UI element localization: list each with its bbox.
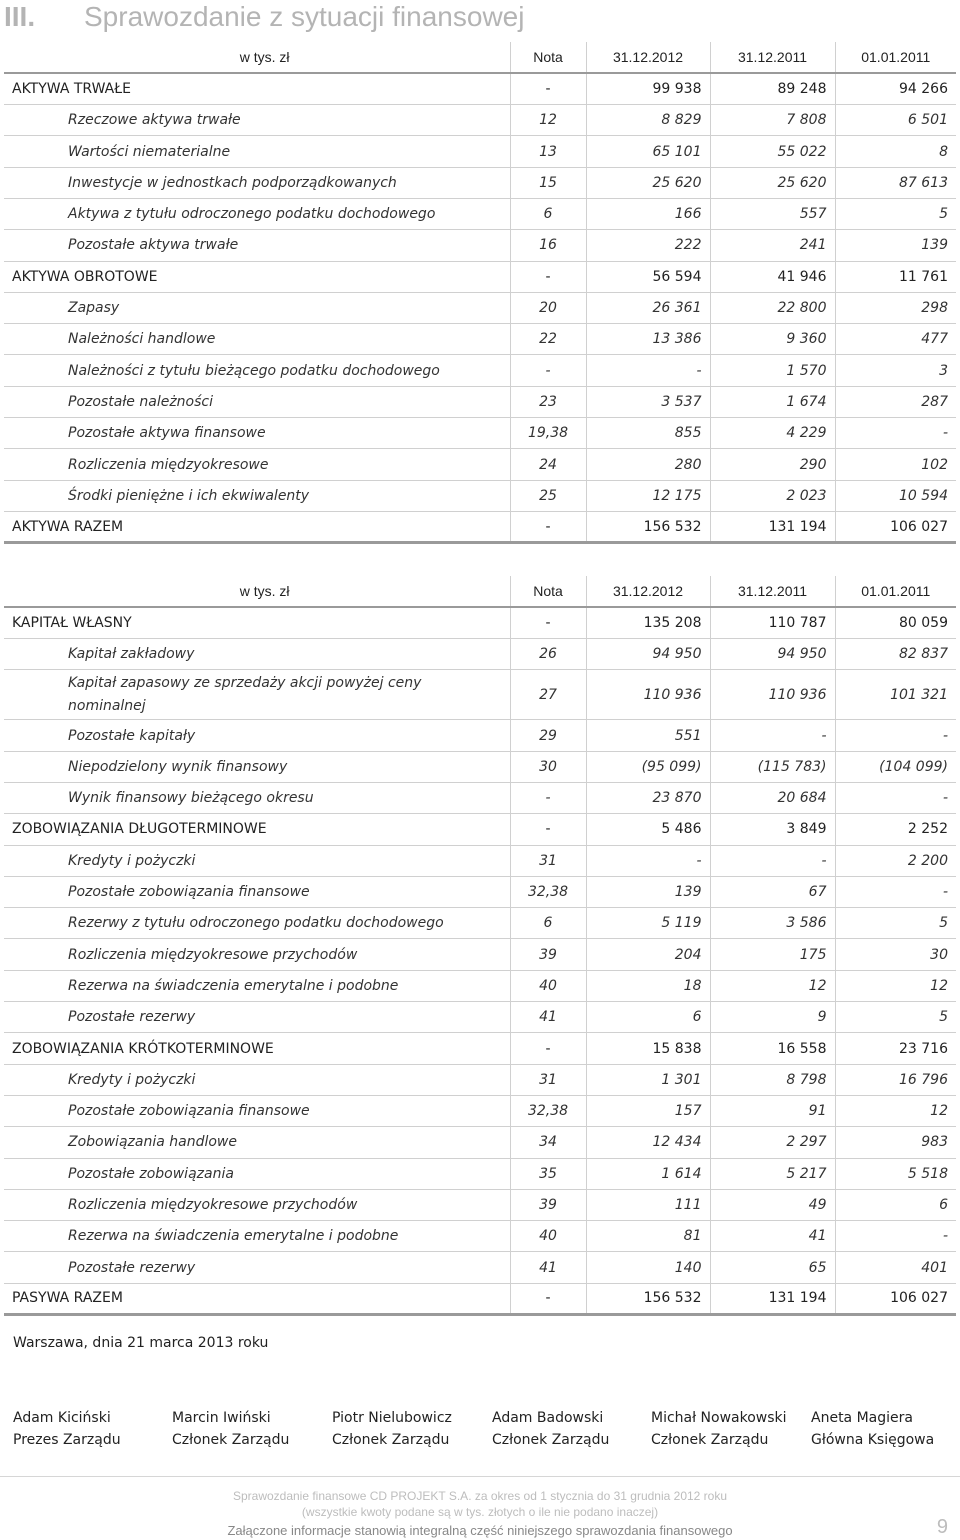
row-label: Zapasy bbox=[4, 292, 510, 323]
table-row bbox=[4, 845, 956, 876]
signatory-role: Członek Zarządu bbox=[492, 1432, 610, 1448]
assets-table bbox=[4, 42, 956, 544]
value-cell: 2 200 bbox=[835, 845, 956, 876]
value-cell: 15 838 bbox=[586, 1033, 710, 1064]
table-row bbox=[4, 1189, 956, 1220]
row-label: Rozliczenia międzyokresowe przychodów bbox=[4, 939, 510, 970]
value-cell: 3 537 bbox=[586, 386, 710, 417]
value-cell: (115 783) bbox=[710, 751, 835, 782]
note-cell: 16 bbox=[510, 230, 586, 261]
signatory-role: Członek Zarządu bbox=[332, 1432, 450, 1448]
note-cell: 26 bbox=[510, 639, 586, 670]
value-cell: 110 936 bbox=[586, 670, 710, 720]
table-row bbox=[4, 782, 956, 813]
date-column-header: 31.12.2012 bbox=[586, 576, 710, 607]
footer-line: (wszystkie kwoty podane są w tys. złotych o ile nie podano inaczej) bbox=[301, 1505, 659, 1519]
note-cell: 25 bbox=[510, 480, 586, 511]
row-label: Pozostałe zobowiązania finansowe bbox=[4, 1095, 510, 1126]
table-row bbox=[4, 751, 956, 782]
row-label: PASYWA RAZEM bbox=[4, 1283, 510, 1314]
signatory-role: Główna Księgowa bbox=[811, 1432, 935, 1448]
table-row bbox=[4, 386, 956, 417]
table-row bbox=[4, 167, 956, 198]
note-cell: - bbox=[510, 73, 586, 104]
signatory bbox=[13, 1407, 173, 1451]
row-label: Zobowiązania handlowe bbox=[4, 1127, 510, 1158]
value-cell: - bbox=[586, 845, 710, 876]
value-cell: 280 bbox=[586, 449, 710, 480]
value-cell: 156 532 bbox=[586, 1283, 710, 1314]
note-cell: 41 bbox=[510, 1252, 586, 1283]
table-row bbox=[4, 720, 956, 751]
value-cell: 5 119 bbox=[586, 908, 710, 939]
signatory bbox=[811, 1407, 960, 1451]
value-cell: 1 301 bbox=[586, 1064, 710, 1095]
row-label: Kapitał zapasowy ze sprzedaży akcji powyżej ceny nominalnej bbox=[4, 670, 510, 720]
value-cell: 87 613 bbox=[835, 167, 956, 198]
value-cell: 110 936 bbox=[710, 670, 835, 720]
value-cell: 55 022 bbox=[710, 136, 835, 167]
value-cell: (95 099) bbox=[586, 751, 710, 782]
value-cell: 139 bbox=[586, 876, 710, 907]
value-cell: 401 bbox=[835, 1252, 956, 1283]
value-cell: 26 361 bbox=[586, 292, 710, 323]
value-cell: 1 674 bbox=[710, 386, 835, 417]
signatory-name: Aneta Magiera bbox=[811, 1410, 913, 1426]
value-cell: 5 518 bbox=[835, 1158, 956, 1189]
note-cell: - bbox=[510, 1283, 586, 1314]
assets-table-body bbox=[4, 73, 956, 542]
note-column-header: Nota bbox=[510, 576, 586, 607]
table-row bbox=[4, 480, 956, 511]
note-cell: 39 bbox=[510, 939, 586, 970]
value-cell: - bbox=[835, 782, 956, 813]
value-cell: 5 bbox=[835, 198, 956, 229]
note-cell: - bbox=[510, 261, 586, 292]
value-cell: 106 027 bbox=[835, 511, 956, 542]
value-cell: - bbox=[710, 720, 835, 751]
value-cell: 94 950 bbox=[710, 639, 835, 670]
note-cell: - bbox=[510, 355, 586, 386]
table-row bbox=[4, 1158, 956, 1189]
row-label: Wynik finansowy bieżącego okresu bbox=[4, 782, 510, 813]
table-row bbox=[4, 908, 956, 939]
value-cell: 91 bbox=[710, 1095, 835, 1126]
value-cell: 111 bbox=[586, 1189, 710, 1220]
section-total-row bbox=[4, 814, 956, 845]
value-cell: 56 594 bbox=[586, 261, 710, 292]
row-label: Wartości niematerialne bbox=[4, 136, 510, 167]
value-cell: 65 101 bbox=[586, 136, 710, 167]
value-cell: 102 bbox=[835, 449, 956, 480]
note-cell: 15 bbox=[510, 167, 586, 198]
value-cell: 5 bbox=[835, 908, 956, 939]
note-cell: 24 bbox=[510, 449, 586, 480]
note-cell: 31 bbox=[510, 1064, 586, 1095]
date-column-header: 31.12.2011 bbox=[710, 576, 835, 607]
value-cell: 135 208 bbox=[586, 607, 710, 638]
table-row bbox=[4, 939, 956, 970]
row-label: AKTYWA OBROTOWE bbox=[4, 261, 510, 292]
note-cell: 35 bbox=[510, 1158, 586, 1189]
value-cell: 13 386 bbox=[586, 324, 710, 355]
value-cell: 106 027 bbox=[835, 1283, 956, 1314]
note-cell: 32,38 bbox=[510, 876, 586, 907]
value-cell: 5 486 bbox=[586, 814, 710, 845]
value-cell: 22 800 bbox=[710, 292, 835, 323]
section-total-row bbox=[4, 1033, 956, 1064]
table-row bbox=[4, 105, 956, 136]
date-column-header: 31.12.2011 bbox=[710, 42, 835, 73]
value-cell: 9 360 bbox=[710, 324, 835, 355]
note-cell: 20 bbox=[510, 292, 586, 323]
value-cell: 157 bbox=[586, 1095, 710, 1126]
note-cell: 39 bbox=[510, 1189, 586, 1220]
value-cell: 23 870 bbox=[586, 782, 710, 813]
footer-divider bbox=[0, 1476, 960, 1477]
value-cell: 6 bbox=[586, 1002, 710, 1033]
note-cell: 34 bbox=[510, 1127, 586, 1158]
value-cell: - bbox=[835, 1221, 956, 1252]
equity-liabilities-table bbox=[4, 576, 956, 1316]
row-label: Kredyty i pożyczki bbox=[4, 1064, 510, 1095]
table-row bbox=[4, 1064, 956, 1095]
value-cell: 131 194 bbox=[710, 1283, 835, 1314]
value-cell: 1 570 bbox=[710, 355, 835, 386]
value-cell: 80 059 bbox=[835, 607, 956, 638]
table-row bbox=[4, 1095, 956, 1126]
value-cell: 6 501 bbox=[835, 105, 956, 136]
value-cell: 7 808 bbox=[710, 105, 835, 136]
row-label: Pozostałe zobowiązania finansowe bbox=[4, 876, 510, 907]
value-cell: 94 950 bbox=[586, 639, 710, 670]
value-cell: 12 175 bbox=[586, 480, 710, 511]
value-cell: 12 bbox=[835, 1095, 956, 1126]
section-total-row bbox=[4, 261, 956, 292]
signatory bbox=[651, 1407, 811, 1451]
date-column-header: 31.12.2012 bbox=[586, 42, 710, 73]
row-label: Rozliczenia międzyokresowe przychodów bbox=[4, 1189, 510, 1220]
value-cell: 983 bbox=[835, 1127, 956, 1158]
value-cell: 5 bbox=[835, 1002, 956, 1033]
value-cell: 855 bbox=[586, 418, 710, 449]
row-label: Niepodzielony wynik finansowy bbox=[4, 751, 510, 782]
value-cell: 12 434 bbox=[586, 1127, 710, 1158]
value-cell: 2 023 bbox=[710, 480, 835, 511]
table-row bbox=[4, 324, 956, 355]
unit-label: w tys. zł bbox=[4, 576, 510, 607]
equity-liabilities-table-body bbox=[4, 607, 956, 1314]
value-cell: 3 586 bbox=[710, 908, 835, 939]
value-cell: 10 594 bbox=[835, 480, 956, 511]
value-cell: 6 bbox=[835, 1189, 956, 1220]
value-cell: 67 bbox=[710, 876, 835, 907]
row-label: Należności handlowe bbox=[4, 324, 510, 355]
value-cell: - bbox=[835, 876, 956, 907]
table-row bbox=[4, 1127, 956, 1158]
row-label: Pozostałe należności bbox=[4, 386, 510, 417]
table-row bbox=[4, 1002, 956, 1033]
signatory-name: Marcin Iwiński bbox=[172, 1410, 271, 1426]
value-cell: 25 620 bbox=[586, 167, 710, 198]
note-cell: 12 bbox=[510, 105, 586, 136]
value-cell: - bbox=[835, 720, 956, 751]
note-cell: - bbox=[510, 1033, 586, 1064]
signatory-name: Adam Badowski bbox=[492, 1410, 604, 1426]
table-row bbox=[4, 1221, 956, 1252]
row-label: AKTYWA RAZEM bbox=[4, 511, 510, 542]
value-cell: 204 bbox=[586, 939, 710, 970]
note-cell: - bbox=[510, 607, 586, 638]
value-cell: 82 837 bbox=[835, 639, 956, 670]
section-total-row bbox=[4, 73, 956, 104]
value-cell: 16 558 bbox=[710, 1033, 835, 1064]
value-cell: 1 614 bbox=[586, 1158, 710, 1189]
date-column-header: 01.01.2011 bbox=[835, 42, 956, 73]
value-cell: 551 bbox=[586, 720, 710, 751]
row-label: Pozostałe rezerwy bbox=[4, 1002, 510, 1033]
note-cell: 23 bbox=[510, 386, 586, 417]
value-cell: 20 684 bbox=[710, 782, 835, 813]
value-cell: 156 532 bbox=[586, 511, 710, 542]
footer-line: Sprawozdanie finansowe CD PROJEKT S.A. za okres od 1 stycznia do 31 grudnia 2012 roku bbox=[232, 1489, 728, 1503]
row-label: ZOBOWIĄZANIA DŁUGOTERMINOWE bbox=[4, 814, 510, 845]
signatory-name: Michał Nowakowski bbox=[651, 1410, 787, 1426]
note-cell: - bbox=[510, 814, 586, 845]
value-cell: 11 761 bbox=[835, 261, 956, 292]
note-cell: 22 bbox=[510, 324, 586, 355]
table-header-row bbox=[4, 42, 956, 73]
row-label: Pozostałe rezerwy bbox=[4, 1252, 510, 1283]
value-cell: 139 bbox=[835, 230, 956, 261]
value-cell: 89 248 bbox=[710, 73, 835, 104]
row-label: Pozostałe aktywa finansowe bbox=[4, 418, 510, 449]
value-cell: 298 bbox=[835, 292, 956, 323]
value-cell: 65 bbox=[710, 1252, 835, 1283]
value-cell: 3 bbox=[835, 355, 956, 386]
signatory-name: Adam Kiciński bbox=[13, 1410, 111, 1426]
value-cell: 110 787 bbox=[710, 607, 835, 638]
note-cell: 6 bbox=[510, 198, 586, 229]
table-row bbox=[4, 355, 956, 386]
section-title: Sprawozdanie z sytuacji finansowej bbox=[84, 1, 525, 32]
note-column-header: Nota bbox=[510, 42, 586, 73]
value-cell: 131 194 bbox=[710, 511, 835, 542]
value-cell: 8 bbox=[835, 136, 956, 167]
date-column-header: 01.01.2011 bbox=[835, 576, 956, 607]
table-row bbox=[4, 292, 956, 323]
value-cell: 12 bbox=[835, 970, 956, 1001]
table-row bbox=[4, 136, 956, 167]
signatory bbox=[172, 1407, 332, 1451]
section-number: III. bbox=[4, 1, 36, 32]
value-cell: 99 938 bbox=[586, 73, 710, 104]
value-cell: 2 252 bbox=[835, 814, 956, 845]
value-cell: (104 099) bbox=[835, 751, 956, 782]
note-cell: 6 bbox=[510, 908, 586, 939]
note-cell: 40 bbox=[510, 1221, 586, 1252]
note-cell: 32,38 bbox=[510, 1095, 586, 1126]
note-cell: 40 bbox=[510, 970, 586, 1001]
value-cell: - bbox=[835, 418, 956, 449]
row-label: Aktywa z tytułu odroczonego podatku dochodowego bbox=[4, 198, 510, 229]
row-label: ZOBOWIĄZANIA KRÓTKOTERMINOWE bbox=[4, 1033, 510, 1064]
row-label: Środki pieniężne i ich ekwiwalenty bbox=[4, 480, 510, 511]
value-cell: 175 bbox=[710, 939, 835, 970]
table-row bbox=[4, 670, 956, 720]
value-cell: 30 bbox=[835, 939, 956, 970]
value-cell: - bbox=[586, 355, 710, 386]
row-label: Kapitał zakładowy bbox=[4, 639, 510, 670]
section-heading bbox=[0, 0, 960, 40]
value-cell: 41 946 bbox=[710, 261, 835, 292]
table-row bbox=[4, 230, 956, 261]
place-and-date: Warszawa, dnia 21 marca 2013 roku bbox=[13, 1335, 269, 1351]
row-label: Inwestycje w jednostkach podporządkowanych bbox=[4, 167, 510, 198]
value-cell: 287 bbox=[835, 386, 956, 417]
value-cell: 140 bbox=[586, 1252, 710, 1283]
row-label: Rozliczenia międzyokresowe bbox=[4, 449, 510, 480]
table-row bbox=[4, 198, 956, 229]
note-cell: 27 bbox=[510, 670, 586, 720]
value-cell: - bbox=[710, 845, 835, 876]
signatory bbox=[332, 1407, 492, 1451]
value-cell: 25 620 bbox=[710, 167, 835, 198]
value-cell: 41 bbox=[710, 1221, 835, 1252]
row-label: AKTYWA TRWAŁE bbox=[4, 73, 510, 104]
table-row bbox=[4, 970, 956, 1001]
value-cell: 557 bbox=[710, 198, 835, 229]
row-label: Rzeczowe aktywa trwałe bbox=[4, 105, 510, 136]
value-cell: 4 229 bbox=[710, 418, 835, 449]
row-label: Pozostałe zobowiązania bbox=[4, 1158, 510, 1189]
table-row bbox=[4, 449, 956, 480]
row-label: Kredyty i pożyczki bbox=[4, 845, 510, 876]
note-cell: 19,38 bbox=[510, 418, 586, 449]
value-cell: 12 bbox=[710, 970, 835, 1001]
value-cell: 477 bbox=[835, 324, 956, 355]
signatory-role: Członek Zarządu bbox=[172, 1432, 290, 1448]
value-cell: 16 796 bbox=[835, 1064, 956, 1095]
row-label: Pozostałe aktywa trwałe bbox=[4, 230, 510, 261]
table-row bbox=[4, 418, 956, 449]
note-cell: 31 bbox=[510, 845, 586, 876]
value-cell: 49 bbox=[710, 1189, 835, 1220]
note-cell: - bbox=[510, 511, 586, 542]
signatory-role: Członek Zarządu bbox=[651, 1432, 769, 1448]
value-cell: 3 849 bbox=[710, 814, 835, 845]
row-label: Rezerwa na świadczenia emerytalne i podobne bbox=[4, 970, 510, 1001]
value-cell: 23 716 bbox=[835, 1033, 956, 1064]
signatory-role: Prezes Zarządu bbox=[13, 1432, 121, 1448]
note-cell: 29 bbox=[510, 720, 586, 751]
note-cell: 13 bbox=[510, 136, 586, 167]
value-cell: 5 217 bbox=[710, 1158, 835, 1189]
value-cell: 81 bbox=[586, 1221, 710, 1252]
value-cell: 94 266 bbox=[835, 73, 956, 104]
value-cell: 222 bbox=[586, 230, 710, 261]
section-total-row bbox=[4, 607, 956, 638]
page-number: 9 bbox=[936, 1516, 948, 1538]
signatory bbox=[492, 1407, 652, 1451]
row-label: Pozostałe kapitały bbox=[4, 720, 510, 751]
row-label: Rezerwy z tytułu odroczonego podatku dochodowego bbox=[4, 908, 510, 939]
value-cell: 166 bbox=[586, 198, 710, 229]
note-cell: 41 bbox=[510, 1002, 586, 1033]
value-cell: 241 bbox=[710, 230, 835, 261]
section-total-row bbox=[4, 1283, 956, 1314]
value-cell: 2 297 bbox=[710, 1127, 835, 1158]
value-cell: 290 bbox=[710, 449, 835, 480]
row-label: Rezerwa na świadczenia emerytalne i podobne bbox=[4, 1221, 510, 1252]
value-cell: 101 321 bbox=[835, 670, 956, 720]
value-cell: 8 798 bbox=[710, 1064, 835, 1095]
value-cell: 9 bbox=[710, 1002, 835, 1033]
row-label: KAPITAŁ WŁASNY bbox=[4, 607, 510, 638]
footer-note: Załączone informacje stanowią integralną część niniejszego sprawozdania finansowego bbox=[227, 1523, 733, 1538]
unit-label: w tys. zł bbox=[4, 42, 510, 73]
table-header-row bbox=[4, 576, 956, 607]
table-row bbox=[4, 1252, 956, 1283]
table-row bbox=[4, 876, 956, 907]
note-cell: 30 bbox=[510, 751, 586, 782]
row-label: Należności z tytułu bieżącego podatku dochodowego bbox=[4, 355, 510, 386]
value-cell: 8 829 bbox=[586, 105, 710, 136]
note-cell: - bbox=[510, 782, 586, 813]
signatory-name: Piotr Nielubowicz bbox=[332, 1410, 452, 1426]
table-row bbox=[4, 639, 956, 670]
value-cell: 18 bbox=[586, 970, 710, 1001]
section-total-row bbox=[4, 511, 956, 542]
